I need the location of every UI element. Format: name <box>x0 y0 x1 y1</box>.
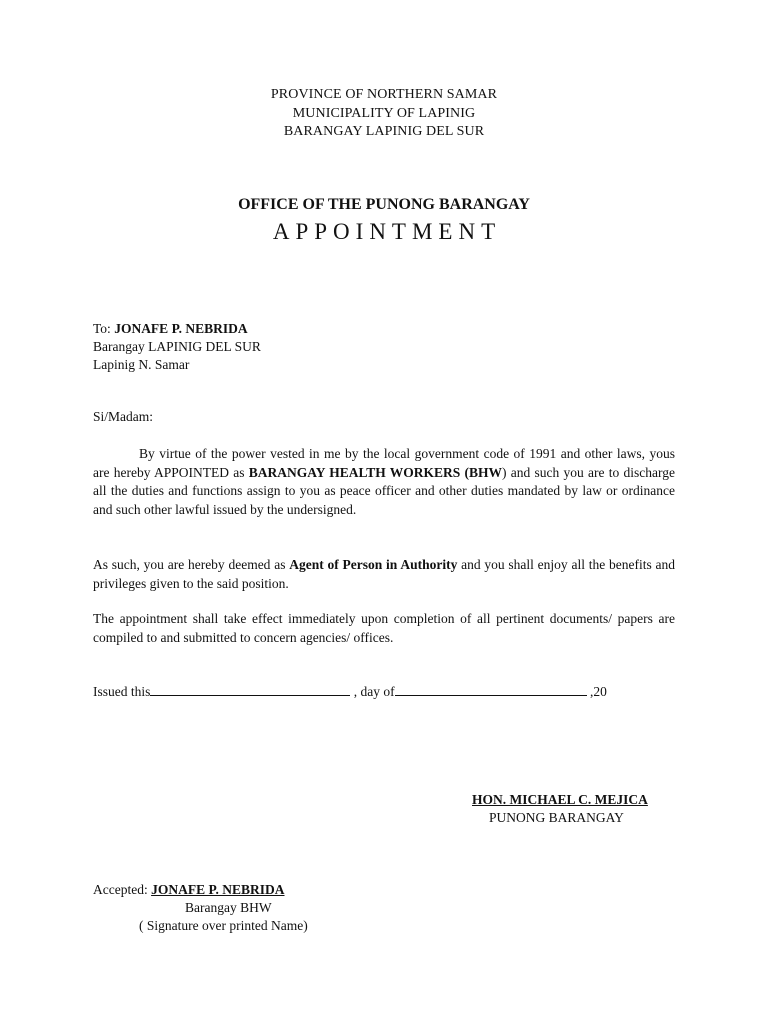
issued-label: Issued this <box>93 684 151 699</box>
signatory-name: HON. MICHAEL C. MEJICA <box>472 792 648 807</box>
province-line: PROVINCE OF NORTHERN SAMAR <box>270 87 498 102</box>
document-title: APPOINTMENT <box>272 219 502 244</box>
acceptance-block <box>93 881 308 935</box>
paragraph1-text-a: By virtue of the power vested in me by the local government code of 1991 and other laws, yous are hereby APPOINTED as <box>93 446 675 480</box>
accepted-role: Barangay BHW <box>185 900 272 915</box>
addressee-line1: Barangay LAPINIG DEL SUR <box>93 339 261 354</box>
signature-note: ( Signature over printed Name) <box>139 918 308 933</box>
salutation: Si/Madam: <box>93 409 153 424</box>
issued-day-blank <box>150 683 350 696</box>
paragraph1-position: BARANGAY HEALTH WORKERS (BHW <box>248 464 503 480</box>
paragraph1-text-b: ) and such you are to discharge all the duties and functions assign to you as peace officer and other duties mandated by law or ordinance and such other lawful issued by the undersigned. <box>93 464 675 517</box>
accepted-label: Accepted: <box>93 882 152 897</box>
addressee-line2: Lapinig N. Samar <box>93 357 190 372</box>
office-title: OFFICE OF THE PUNONG BARANGAY <box>238 196 530 213</box>
accepted-name: JONAFE P. NEBRIDA <box>151 882 285 897</box>
signatory-block <box>460 791 690 827</box>
issued-day-label: , day of <box>350 684 395 699</box>
paragraph2-text-a: As such, you are hereby deemed as <box>93 557 290 572</box>
letterhead <box>0 86 768 142</box>
to-label: To: <box>93 321 111 336</box>
issued-month-blank <box>395 683 587 696</box>
paragraph-effectivity: The appointment shall take effect immediately upon completion of all pertinent documents/ papers are compiled to and submitted to concern agencies/ offices. <box>93 611 675 645</box>
signatory-title: PUNONG BARANGAY <box>489 810 624 825</box>
issued-line <box>93 683 607 700</box>
municipality-line: MUNICIPALITY OF LAPINIG <box>292 105 476 121</box>
addressee-block <box>93 320 261 374</box>
barangay-line: BARANGAY LAPINIG DEL SUR <box>283 124 485 139</box>
addressee-name: JONAFE P. NEBRIDA <box>114 321 248 336</box>
paragraph-authority <box>93 556 675 593</box>
paragraph2-text-b: and you shall enjoy all the benefits and privileges given to the said position. <box>93 557 675 591</box>
paragraph2-authority: Agent of Person in Authority <box>289 557 458 572</box>
paragraph-appointment <box>93 445 675 519</box>
issued-year-label: ,20 <box>586 684 607 699</box>
